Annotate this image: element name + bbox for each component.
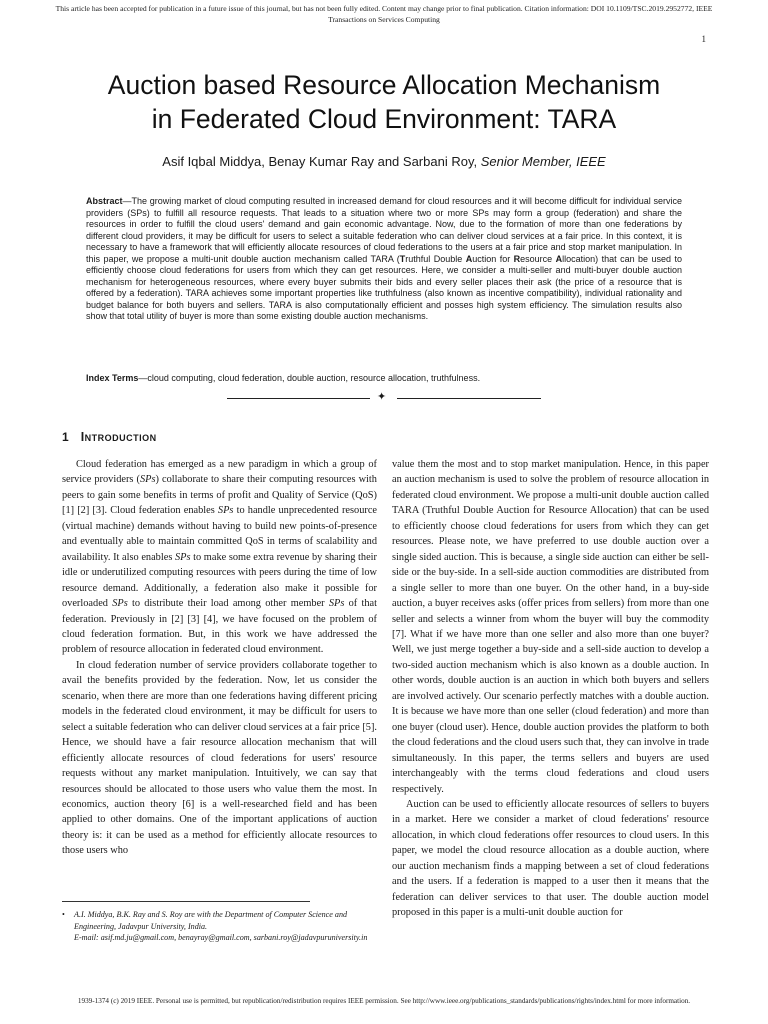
index-terms	[86, 372, 682, 384]
paper-title	[30, 68, 738, 136]
title-line-1: Auction based Resource Allocation Mechanism	[107, 70, 661, 100]
italic-term: SPs	[139, 474, 156, 486]
separator-diamond-icon: ✦	[377, 391, 387, 403]
intro-paragraph-1	[62, 457, 377, 658]
journal-banner-line1: This article has been accepted for publication in a future issue of this journal, but has not been fully edited. Content may change prior to final publication. Citation information: DOI 10.1109/TSC.2019.2952772, IEEE	[55, 4, 713, 13]
acronym-part-3: esource	[520, 253, 556, 264]
separator-rule-left	[227, 398, 370, 399]
section-number: 1	[62, 430, 70, 444]
acronym-letter-t: T	[399, 253, 406, 264]
text-run: to handle unprecedented resource (virtual machine) demands without having to build new points-of-presence and eventually able to maintain committed QoS in terms of scalability and availability. It also enables	[62, 505, 377, 563]
italic-term: SPs	[328, 598, 345, 610]
author-affiliation-footnote	[62, 909, 377, 944]
section-heading	[62, 430, 157, 444]
author-membership: Senior Member, IEEE	[480, 154, 606, 169]
acronym-letter-a1: A	[465, 253, 473, 264]
abstract	[86, 196, 682, 323]
footnote-rule	[62, 901, 310, 902]
abstract-text-b: ) that can be used to efficiently choose cloud federations for users from which they can get resources. Here, we consider a multi-seller and multi-buyer double auction mechanism for heterogeneous resources, where every buyer submits their bids and every seller places their ask (the price of a resource that is offered by a federation). TARA achieves some important properties like truthfulness (also known as incentive compatibility), individual rationality and budget balance for both buyers and sellers. TARA is also computationally efficient and posses high system efficiency. The simulation results also show that total utility of buyer is more than some existing double auction mechanisms.	[86, 253, 682, 322]
acronym-part-2: uction for	[472, 253, 514, 264]
footer-text-b: for more information.	[625, 997, 691, 1005]
index-terms-label: Index Terms	[86, 373, 139, 383]
intro-paragraph-2: In cloud federation number of service providers collaborate together to avail the benefits provided by the federation. Now, let us consider the scenario, when there are more than one federations having different pricing models in the federated cloud environment, it may be difficult for users to select a suitable federation who can deliver cloud services at a fair price [5]. Hence, we should have a fair resource allocation mechanism that will efficiently allocate resources of cloud federations for users' resource requests without any market manipulation. Intuitively, we can say that resources should be allocated to those users who value them the most. In economics, auction theory [6] is a well-researched field and has been applied to other domains. One of the important applications of auction theory is: it can be used as a method for efficiently allocate resources to those users who	[62, 659, 377, 857]
abstract-label: Abstract	[86, 196, 123, 206]
acronym-letter-r: R	[513, 253, 521, 264]
italic-term: SPs	[112, 598, 128, 610]
intro-paragraph-4: Auction can be used to efficiently allocate resources of sellers to buyers in a market. Here we consider a market of cloud federations' resource allocation, in which cloud federations offer resources to cloud users. In this paper, we model the cloud resource allocation as a double auction, where our auction mechanism finds a mapping between a set of cloud federations and the users. If a federation is mapped to a user then it means that the federation can deliver services to that user. The double auction model proposed in this paper is a multi-unit double auction for	[392, 798, 709, 919]
italic-term: SPs	[217, 505, 234, 517]
text-run: of that federation. Previously in [2] [3] [4], we have focused on the problem of cloud federation formation. But, in this work we have addressed the problem of resource allocation in federated cloud environment.	[62, 598, 377, 656]
index-terms-text: —cloud computing, cloud federation, double auction, resource allocation, truthfulness.	[138, 373, 481, 383]
author-names: Asif Iqbal Middya, Benay Kumar Ray and Sarbani Roy,	[162, 154, 481, 169]
footnote-affiliation: A.I. Middya, B.K. Ray and S. Roy are with the Department of Computer Science and Engineering, Jadavpur University, India.	[74, 910, 348, 931]
intro-paragraph-3: value them the most and to stop market manipulation. Hence, in this paper an auction mechanism is used to solve the problem of resource allocation in federated cloud environment. We propose a multi-unit double auction called TARA (Truthful Double Auction for Resource Allocation) that can be used to efficiently choose cloud federations for users from which they can get resources. Please note, we have preferred to use double auction over a single sided auction. This is because, a single side auction can either be sell-side or the buy-side. In a sell-side auction commodities are distributed from a single seller to more than one buyer. On the other hand, in a buy-side auction, a buyer receives asks (offer prices from sellers) from more than one seller and selects a winner from whom the buyer will buy the commodity [7]. What if we have more than one seller and also more than one buyer? Well, we just merge together a buy-side and a sell-side auction to develop a two-sided auction mechanism which is also known as a double auction. In other words, double auction is an auction in which both buyers and sellers are involved actively. Our scenario perfectly matches with a double auction. It is because we have more than one seller (cloud federation) and more than one buyer (cloud user). Hence, double auction provides the platform to both the cloud federations and the cloud users such that, they can involve in trade simultaneously. In this paper, the terms sellers and buyers are used interchangeably with the terms cloud federations and cloud users respectively.	[392, 459, 709, 795]
section-title: Introduction	[80, 430, 157, 444]
footnote-bullet-icon: •	[62, 910, 65, 919]
right-column	[392, 457, 709, 921]
separator-rule-right	[397, 398, 541, 399]
text-run: to distribute their load among other member	[127, 598, 329, 610]
abstract-text-a: —The growing market of cloud computing resulted in increased demand for cloud resources and it will become difficult for individual service providers (SPs) to fulfill all resource requests. That leads to a situation where two or more SPs may form a group (federation) and share the resources in order to fulfill the cloud users' demand and gain economic advantage. Now, due to the formation of more than one federations by different cloud providers, it may be difficult for users to select a suitable federation who can deliver cloud services at a fair price. In this context, it is necessary to have a framework that will efficiently allocate resources of cloud federations to the users at a fair price and stop market manipulation. In this paper, we propose a multi-unit double auction mechanism called TARA (	[86, 196, 682, 264]
text-run: to make some extra revenue by sharing their idle or underutilized computing resources with peers during the time of low resource demand. Additionally, a federation also make it possible for overloaded	[62, 551, 377, 610]
title-line-2: in Federated Cloud Environment: TARA	[151, 104, 617, 134]
author-list	[30, 153, 738, 171]
footer-text-a: 1939-1374 (c) 2019 IEEE. Personal use is permitted, but republication/redistribution requires IEEE permission. See	[77, 997, 413, 1005]
footnote-emails[interactable]: E-mail: asif.md.ju@gmail.com, benayray@gmail.com, sarbani.roy@jadavpuruniversity.in	[74, 933, 368, 942]
copyright-footer	[0, 996, 768, 1006]
acronym-part-1: ruthful Double	[405, 253, 466, 264]
ieee-rights-link[interactable]: http://www.ieee.org/publications_standards/publications/rights/index.html	[412, 997, 626, 1005]
acronym-letter-a2: A	[555, 253, 563, 264]
page-number: 1	[701, 34, 706, 44]
italic-term: SPs	[174, 551, 191, 563]
journal-banner-line2: Transactions on Services Computing	[328, 15, 440, 24]
text-run: Cloud federation has emerged as a new paradigm in which a group of service providers (	[62, 459, 377, 486]
left-column	[62, 457, 377, 859]
text-run: ) collaborate to share their computing resources with peers to gain some benefits in terms of profit and Quality of Service (QoS) [1] [2] [3]. Cloud federation enables	[62, 474, 377, 517]
acronym-part-4: llocation	[562, 253, 596, 264]
